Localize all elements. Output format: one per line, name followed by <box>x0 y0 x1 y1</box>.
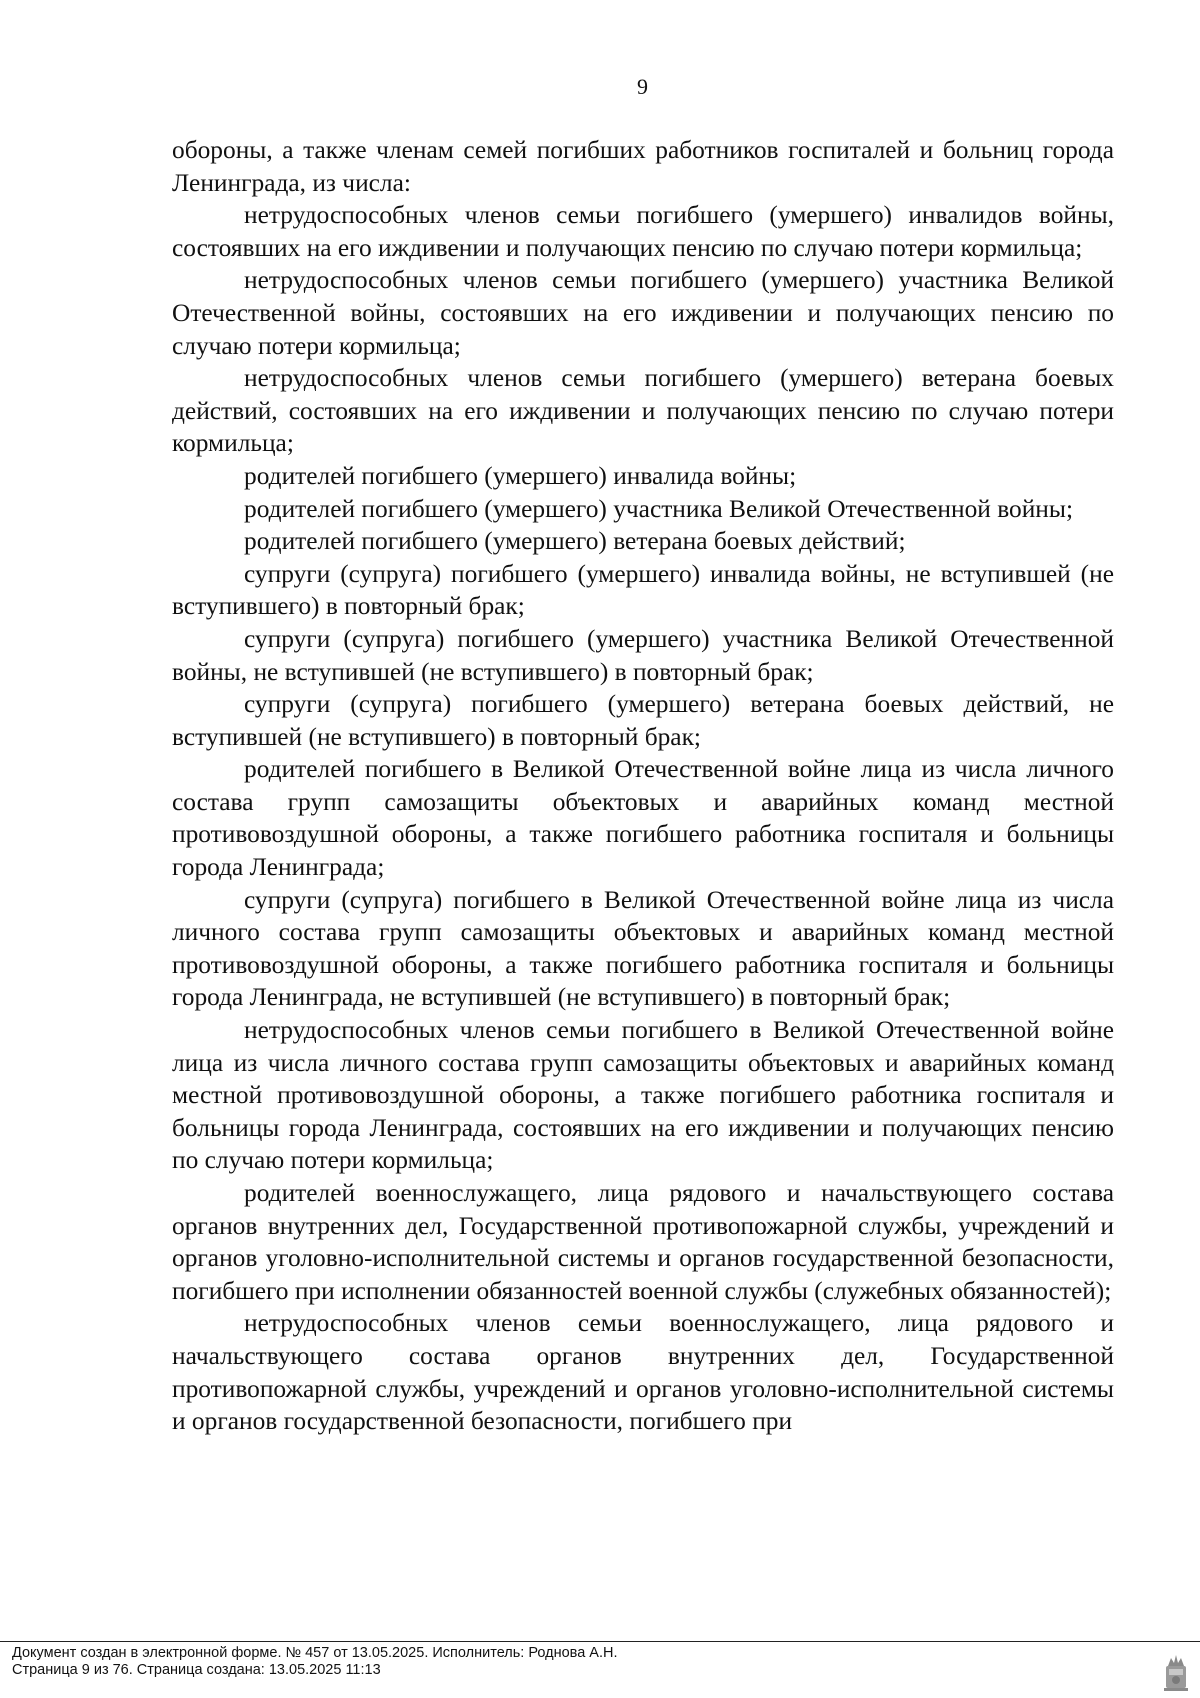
document-body <box>172 134 1114 1438</box>
body-paragraph: супруги (супруга) погибшего (умершего) участника Великой Отечественной войны, не вступившей (не вступившего) в повторный брак; <box>172 624 1114 686</box>
footer-document-info: Документ создан в электронной форме. № 457 от 13.05.2025. Исполнитель: Роднова А.Н. <box>12 1645 618 1661</box>
body-paragraph: супруги (супруга) погибшего (умершего) ветерана боевых действий, не вступившей (не вступившего) в повторный брак; <box>172 690 1114 751</box>
body-paragraph: родителей погибшего (умершего) инвалида войны; <box>244 461 797 490</box>
body-paragraph: родителей погибшего в Великой Отечественной войне лица из числа личного состава групп самозащиты объектовых и аварийных команд местной противовоздушной обороны, а также погибшего работника госпиталя и больницы города Ленинграда; <box>172 755 1114 882</box>
body-paragraph: обороны, а также членам семей погибших работников госпиталей и больниц города Ленинграда, из числа: <box>172 136 1114 197</box>
body-paragraph: родителей погибшего (умершего) ветерана боевых действий; <box>244 527 906 556</box>
page-number: 9 <box>637 74 648 99</box>
document-footer <box>12 1645 618 1679</box>
body-paragraph: нетрудоспособных членов семьи погибшего (умершего) инвалидов войны, состоявших на его иждивении и получающих пенсию по случаю потери кормильца; <box>172 201 1114 262</box>
footer-page-info: Страница 9 из 76. Страница создана: 13.05.2025 11:13 <box>12 1662 381 1678</box>
body-paragraph: нетрудоспособных членов семьи погибшего в Великой Отечественной войне лица из числа личного состава групп самозащиты объектовых и аварийных команд местной противовоздушной обороны, а также погибшего работника госпиталя и больницы города Ленинграда, состоявших на его иждивении и получающих пенсию по случаю потери кормильца; <box>172 1016 1114 1175</box>
coat-of-arms-icon <box>1162 1652 1190 1692</box>
body-paragraph: родителей погибшего (умершего) участника Великой Отечественной войны; <box>244 494 1074 523</box>
body-paragraph: родителей военнослужащего, лица рядового и начальствующего состава органов внутренних дел, Государственной противопожарной службы, учреждений и органов уголовно-исполнительной системы и органов государственной безопасности, погибшего при исполнении обязанностей военной службы (служебных обязанностей); <box>172 1179 1114 1305</box>
body-paragraph: супруги (супруга) погибшего (умершего) инвалида войны, не вступившей (не вступившего) в повторный брак; <box>172 559 1114 621</box>
body-paragraph: нетрудоспособных членов семьи погибшего (умершего) участника Великой Отечественной войны, состоявших на его иждивении и получающих пенсию по случаю потери кормильца; <box>172 266 1114 360</box>
body-paragraph: супруги (супруга) погибшего в Великой Отечественной войне лица из числа личного состава групп самозащиты объектовых и аварийных команд местной противовоздушной обороны, а также погибшего работника госпиталя и больницы города Ленинграда, не вступившей (не вступившего) в повторный брак; <box>172 885 1114 1012</box>
body-paragraph: нетрудоспособных членов семьи военнослужащего, лица рядового и начальствующего состава органов внутренних дел, Государственной противопожарной службы, учреждений и органов уголовно-исполнительной системы и органов государственной безопасности, погибшего при <box>172 1309 1114 1436</box>
body-paragraph: нетрудоспособных членов семьи погибшего (умершего) ветерана боевых действий, состоявших на его иждивении и получающих пенсию по случаю потери кормильца; <box>172 364 1114 458</box>
footer-divider <box>0 1641 1200 1642</box>
